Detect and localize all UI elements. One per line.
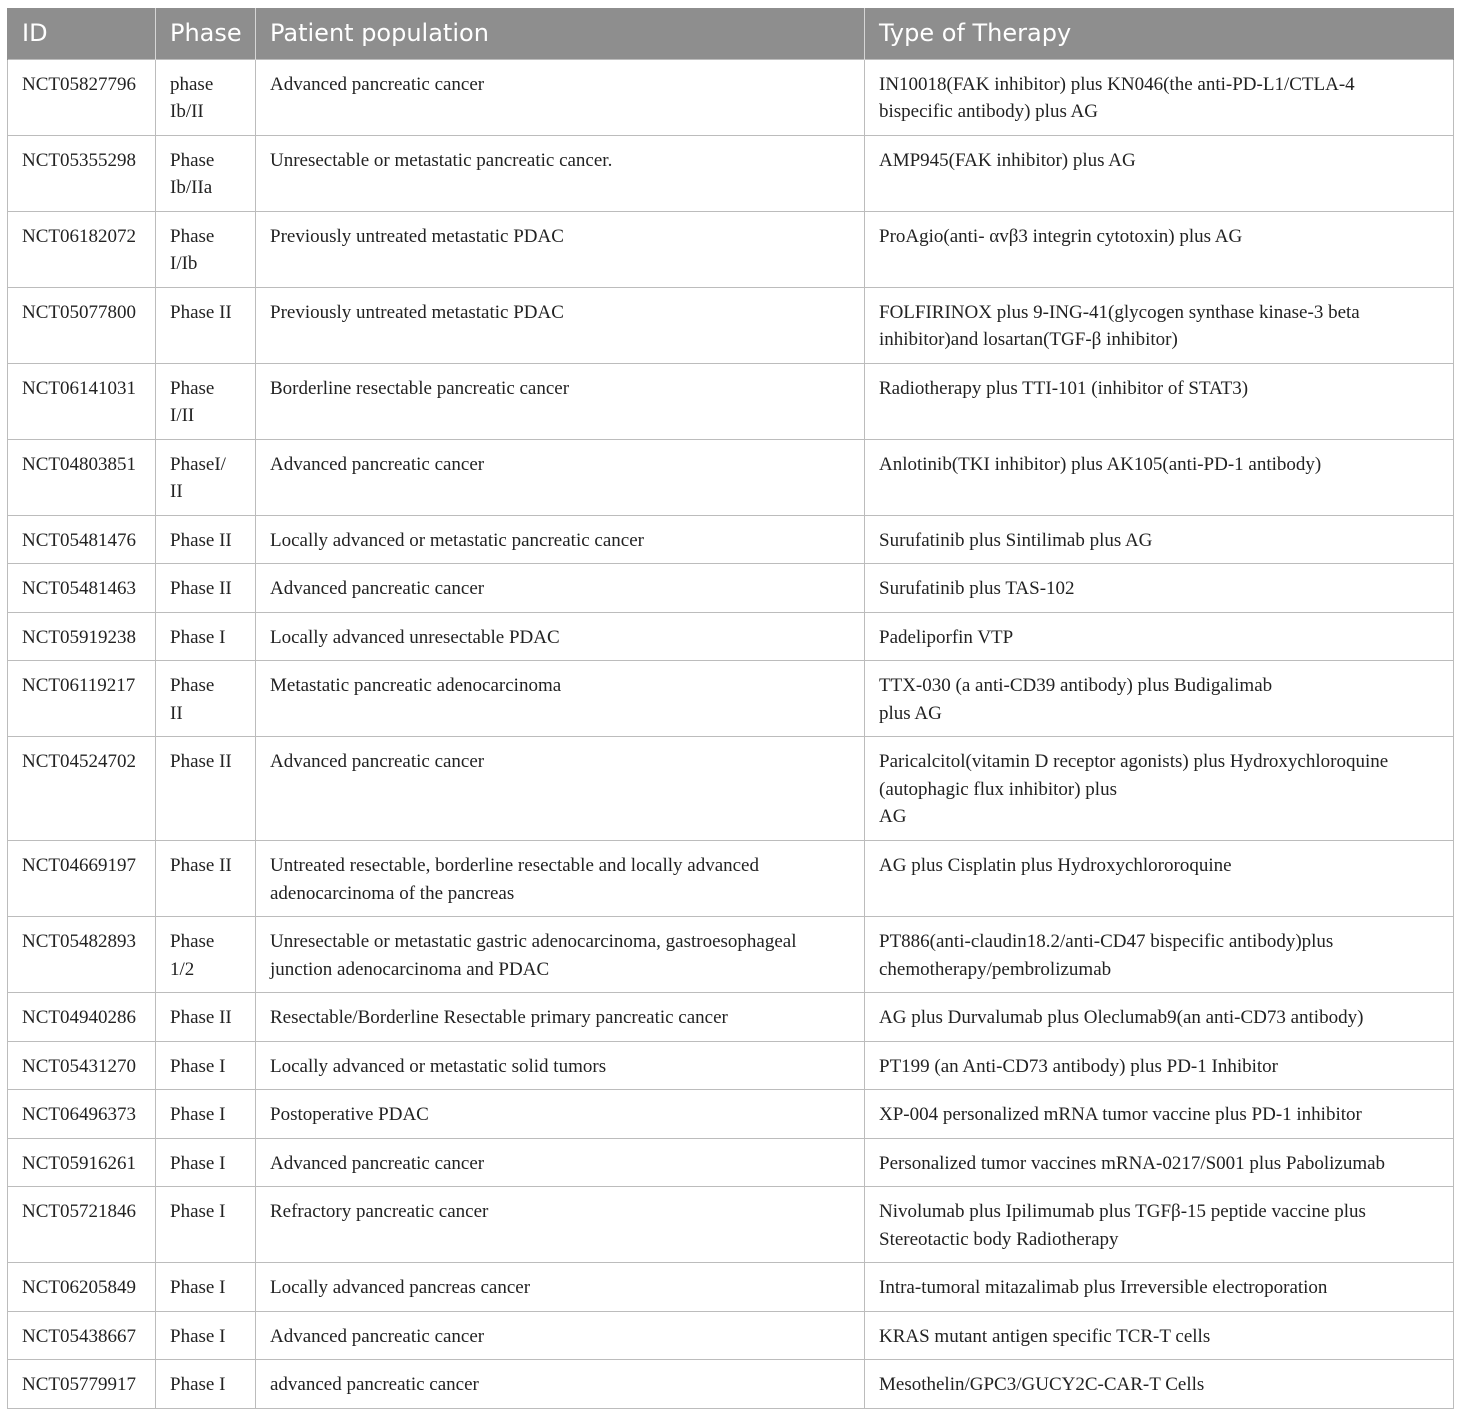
- cell-id: NCT05431270: [8, 1041, 156, 1090]
- cell-id: NCT04940286: [8, 993, 156, 1042]
- cell-patient-population: Previously untreated metastatic PDAC: [256, 287, 865, 363]
- cell-patient-population: Locally advanced pancreas cancer: [256, 1263, 865, 1312]
- cell-type-of-therapy: Paricalcitol(vitamin D receptor agonists) plus Hydroxychloroquine (autophagic flux inhibitor) plus AG: [865, 737, 1454, 841]
- cell-phase: Phase I/Ib: [156, 211, 256, 287]
- cell-patient-population: Postoperative PDAC: [256, 1090, 865, 1139]
- table-row: [8, 1090, 1454, 1139]
- cell-patient-population: Advanced pancreatic cancer: [256, 737, 865, 841]
- cell-patient-population: Locally advanced unresectable PDAC: [256, 612, 865, 661]
- cell-phase: Phase I: [156, 612, 256, 661]
- cell-phase: Phase II: [156, 287, 256, 363]
- table-body: [8, 59, 1454, 1408]
- table-row: [8, 287, 1454, 363]
- cell-phase: Phase I: [156, 1263, 256, 1312]
- cell-patient-population: Advanced pancreatic cancer: [256, 439, 865, 515]
- cell-type-of-therapy: AG plus Cisplatin plus Hydroxychlororoquine: [865, 841, 1454, 917]
- table-header: [8, 8, 1454, 59]
- header-patient-population: Patient population: [256, 8, 865, 59]
- cell-id: NCT05827796: [8, 59, 156, 135]
- header-id: ID: [8, 8, 156, 59]
- cell-phase: Phase II: [156, 737, 256, 841]
- cell-patient-population: Locally advanced or metastatic solid tumors: [256, 1041, 865, 1090]
- cell-id: NCT05077800: [8, 287, 156, 363]
- table-row: [8, 211, 1454, 287]
- cell-patient-population: Metastatic pancreatic adenocarcinoma: [256, 661, 865, 737]
- cell-phase: Phase I: [156, 1138, 256, 1187]
- table-row: [8, 1041, 1454, 1090]
- cell-patient-population: Advanced pancreatic cancer: [256, 1311, 865, 1360]
- cell-type-of-therapy: Padeliporfin VTP: [865, 612, 1454, 661]
- cell-id: NCT05721846: [8, 1187, 156, 1263]
- table-row: [8, 1311, 1454, 1360]
- cell-type-of-therapy: AG plus Durvalumab plus Oleclumab9(an anti-CD73 antibody): [865, 993, 1454, 1042]
- cell-id: NCT04803851: [8, 439, 156, 515]
- cell-type-of-therapy: AMP945(FAK inhibitor) plus AG: [865, 135, 1454, 211]
- table-row: [8, 135, 1454, 211]
- cell-phase: Phase II: [156, 993, 256, 1042]
- table-row: [8, 1360, 1454, 1409]
- cell-id: NCT06205849: [8, 1263, 156, 1312]
- cell-type-of-therapy: Anlotinib(TKI inhibitor) plus AK105(anti-PD-1 antibody): [865, 439, 1454, 515]
- table-row: [8, 993, 1454, 1042]
- cell-type-of-therapy: FOLFIRINOX plus 9-ING-41(glycogen synthase kinase-3 beta inhibitor)and losartan(TGF-β inhibitor): [865, 287, 1454, 363]
- cell-phase: Phase II: [156, 661, 256, 737]
- cell-phase: Phase II: [156, 841, 256, 917]
- cell-phase: Phase I: [156, 1090, 256, 1139]
- cell-type-of-therapy: Mesothelin/GPC3/GUCY2C-CAR-T Cells: [865, 1360, 1454, 1409]
- cell-type-of-therapy: KRAS mutant antigen specific TCR-T cells: [865, 1311, 1454, 1360]
- cell-patient-population: Advanced pancreatic cancer: [256, 59, 865, 135]
- cell-id: NCT05916261: [8, 1138, 156, 1187]
- cell-phase: Phase I: [156, 1311, 256, 1360]
- cell-patient-population: advanced pancreatic cancer: [256, 1360, 865, 1409]
- trials-table-container: [7, 8, 1453, 1409]
- cell-phase: Phase II: [156, 515, 256, 564]
- table-row: [8, 564, 1454, 613]
- cell-patient-population: Untreated resectable, borderline resectable and locally advanced adenocarcinoma of the pancreas: [256, 841, 865, 917]
- cell-phase: Phase I/II: [156, 363, 256, 439]
- clinical-trials-table: [7, 8, 1454, 1409]
- cell-id: NCT05481476: [8, 515, 156, 564]
- cell-phase: Phase II: [156, 564, 256, 613]
- table-row: [8, 1187, 1454, 1263]
- cell-id: NCT04669197: [8, 841, 156, 917]
- cell-phase: Phase I: [156, 1041, 256, 1090]
- cell-id: NCT05779917: [8, 1360, 156, 1409]
- header-type-of-therapy: Type of Therapy: [865, 8, 1454, 59]
- cell-type-of-therapy: XP-004 personalized mRNA tumor vaccine plus PD-1 inhibitor: [865, 1090, 1454, 1139]
- cell-type-of-therapy: Nivolumab plus Ipilimumab plus TGFβ-15 peptide vaccine plus Stereotactic body Radiotherapy: [865, 1187, 1454, 1263]
- header-phase: Phase: [156, 8, 256, 59]
- cell-phase: Phase 1/2: [156, 917, 256, 993]
- table-row: [8, 841, 1454, 917]
- cell-id: NCT05438667: [8, 1311, 156, 1360]
- table-row: [8, 1263, 1454, 1312]
- cell-patient-population: Borderline resectable pancreatic cancer: [256, 363, 865, 439]
- cell-patient-population: Resectable/Borderline Resectable primary pancreatic cancer: [256, 993, 865, 1042]
- cell-patient-population: Unresectable or metastatic pancreatic cancer.: [256, 135, 865, 211]
- cell-id: NCT06182072: [8, 211, 156, 287]
- cell-type-of-therapy: IN10018(FAK inhibitor) plus KN046(the anti-PD-L1/CTLA-4 bispecific antibody) plus AG: [865, 59, 1454, 135]
- cell-type-of-therapy: PT199 (an Anti-CD73 antibody) plus PD-1 Inhibitor: [865, 1041, 1454, 1090]
- cell-type-of-therapy: Surufatinib plus Sintilimab plus AG: [865, 515, 1454, 564]
- header-row: [8, 8, 1454, 59]
- cell-phase: phase Ib/II: [156, 59, 256, 135]
- table-row: [8, 439, 1454, 515]
- cell-patient-population: Previously untreated metastatic PDAC: [256, 211, 865, 287]
- cell-type-of-therapy: ProAgio(anti- αvβ3 integrin cytotoxin) plus AG: [865, 211, 1454, 287]
- cell-id: NCT05481463: [8, 564, 156, 613]
- table-row: [8, 737, 1454, 841]
- cell-type-of-therapy: Personalized tumor vaccines mRNA-0217/S001 plus Pabolizumab: [865, 1138, 1454, 1187]
- cell-id: NCT04524702: [8, 737, 156, 841]
- cell-id: NCT06141031: [8, 363, 156, 439]
- cell-type-of-therapy: Intra-tumoral mitazalimab plus Irreversible electroporation: [865, 1263, 1454, 1312]
- cell-type-of-therapy: Radiotherapy plus TTI-101 (inhibitor of STAT3): [865, 363, 1454, 439]
- table-row: [8, 59, 1454, 135]
- cell-patient-population: Unresectable or metastatic gastric adenocarcinoma, gastroesophageal junction adenocarcinoma and PDAC: [256, 917, 865, 993]
- cell-phase: PhaseI/ II: [156, 439, 256, 515]
- cell-patient-population: Advanced pancreatic cancer: [256, 1138, 865, 1187]
- cell-id: NCT05482893: [8, 917, 156, 993]
- cell-patient-population: Locally advanced or metastatic pancreatic cancer: [256, 515, 865, 564]
- cell-phase: Phase I: [156, 1360, 256, 1409]
- cell-id: NCT06496373: [8, 1090, 156, 1139]
- cell-type-of-therapy: Surufatinib plus TAS-102: [865, 564, 1454, 613]
- cell-phase: Phase Ib/IIa: [156, 135, 256, 211]
- cell-patient-population: Refractory pancreatic cancer: [256, 1187, 865, 1263]
- table-row: [8, 661, 1454, 737]
- cell-type-of-therapy: TTX-030 (a anti-CD39 antibody) plus Budigalimab plus AG: [865, 661, 1454, 737]
- table-row: [8, 1138, 1454, 1187]
- table-row: [8, 515, 1454, 564]
- cell-id: NCT05919238: [8, 612, 156, 661]
- cell-id: NCT06119217: [8, 661, 156, 737]
- cell-phase: Phase I: [156, 1187, 256, 1263]
- cell-patient-population: Advanced pancreatic cancer: [256, 564, 865, 613]
- table-row: [8, 917, 1454, 993]
- cell-id: NCT05355298: [8, 135, 156, 211]
- table-row: [8, 612, 1454, 661]
- cell-type-of-therapy: PT886(anti-claudin18.2/anti-CD47 bispecific antibody)plus chemotherapy/pembrolizumab: [865, 917, 1454, 993]
- table-row: [8, 363, 1454, 439]
